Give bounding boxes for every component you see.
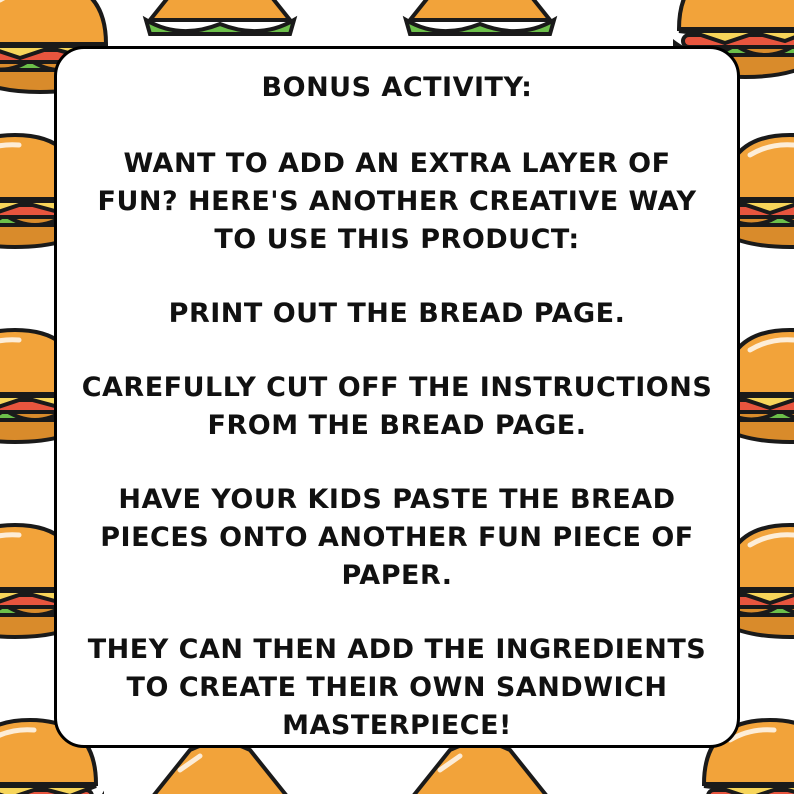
step-ingredients: THEY CAN THEN ADD THE INGREDIENTS TO CREATE THEIR OWN SANDWICH MASTERPIECE! [87,634,707,741]
step-paste: HAVE YOUR KIDS PASTE THE BREAD PIECES ONTO ANOTHER FUN PIECE OF PAPER. [100,484,694,591]
sandwich-icon [146,743,294,794]
bonus-activity-title: BONUS ACTIVITY: [261,72,533,103]
sandwich-icon [146,0,294,34]
sandwich-icon [406,0,554,34]
step-cut: CAREFULLY CUT OFF THE INSTRUCTIONS FROM THE BREAD PAGE. [81,372,713,441]
bonus-activity-card [54,46,740,748]
intro-text: WANT TO ADD AN EXTRA LAYER OF FUN? HERE'S ANOTHER CREATIVE WAY TO USE THIS PRODUCT: [97,148,697,255]
sandwich-icon [406,743,554,794]
step-print: PRINT OUT THE BREAD PAGE. [168,298,626,329]
